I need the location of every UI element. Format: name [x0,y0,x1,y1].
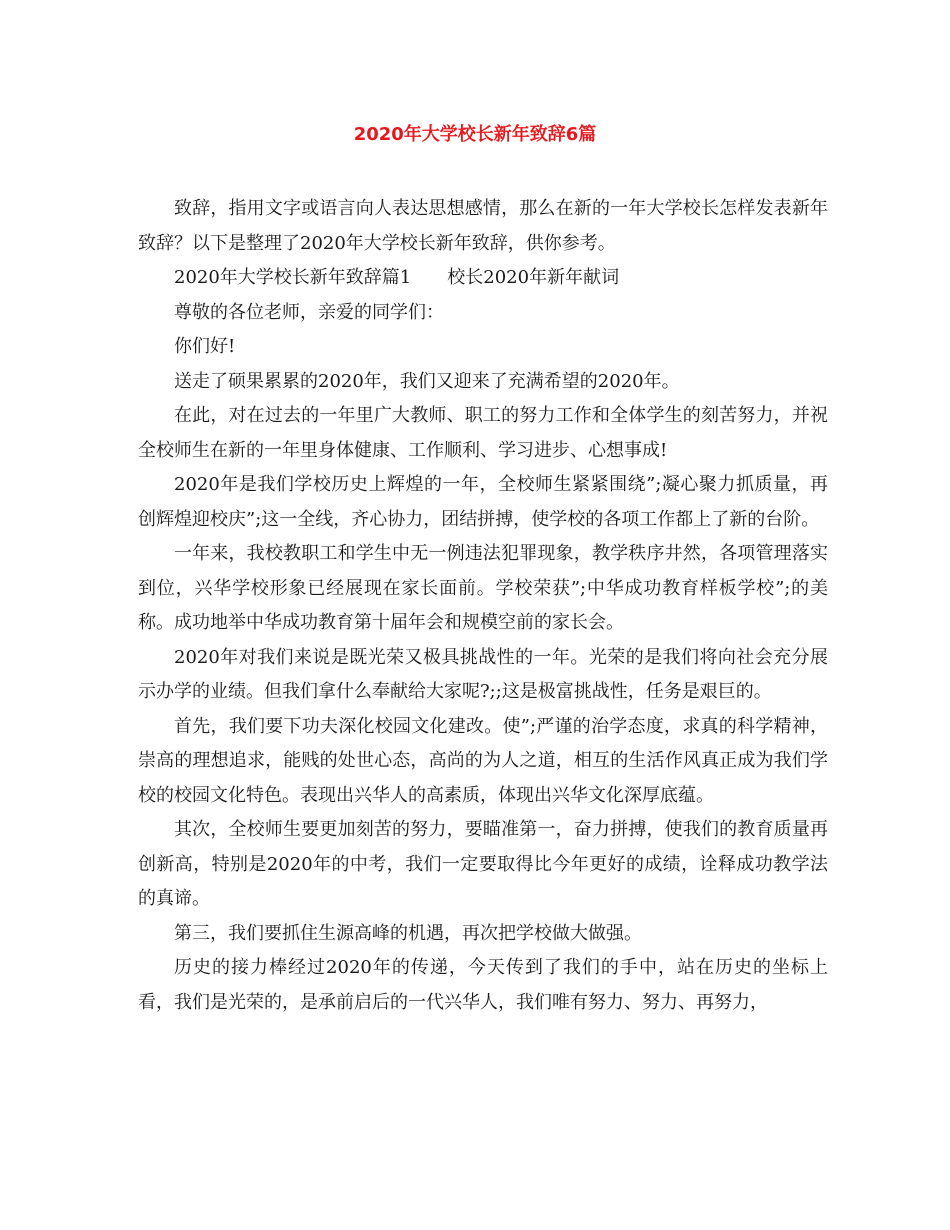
paragraph-greeting: 你们好! [174,336,236,357]
section-heading: 2020年大学校长新年致辞篇1 校长2020年新年献词 [174,267,620,288]
paragraph: 2020年对我们来说是既光荣又极具挑战性的一年。光荣的是我们将向社会充分展示办学的业绩。但我们拿什么奉献给大家呢?;;这是极富挑战性，任务是艰巨的。 [138,646,828,702]
paragraph: 一年来，我校教职工和学生中无一例违法犯罪现象，教学秩序井然，各项管理落实到位，兴华学校形象已经展现在家长面前。学校荣获”;中华成功教育样板学校”;的美称。成功地举中华成功教育第十届年会和规模空前的家长会。 [138,543,828,633]
paragraph: 其次，全校师生要更加刻苦的努力，要瞄准第一，奋力拼搏，使我们的教育质量再创新高，特别是2020年的中考，我们一定要取得比今年更好的成绩，诠释成功教学法的真谛。 [138,819,828,909]
paragraph: 历史的接力棒经过2020年的传递，今天传到了我们的手中，站在历史的坐标上看，我们是光荣的，是承前启后的一代兴华人，我们唯有努力、努力、再努力， [138,957,828,1013]
paragraph-salutation: 尊敬的各位老师，亲爱的同学们： [174,301,444,323]
document-body [138,192,828,1020]
paragraph: 2020年是我们学校历史上辉煌的一年，全校师生紧紧围绕”;凝心聚力抓质量，再创辉煌迎校庆”;这一全线，齐心协力，团结拼搏，使学校的各项工作都上了新的台阶。 [138,474,828,530]
paragraph-intro: 致辞，指用文字或语言向人表达思想感情，那么在新的一年大学校长怎样发表新年致辞？以下是整理了2020年大学校长新年致辞，供你参考。 [138,198,828,254]
paragraph: 首先，我们要下功夫深化校园文化建改。使”;严谨的治学态度，求真的科学精神，崇高的理想追求，能贱的处世心态，高尚的为人之道，相互的生活作风真正成为我们学校的校园文化特色。表现出兴华人的高素质，体现出兴华文化深厚底蕴。 [138,715,828,806]
document-title: 2020年大学校长新年致辞6篇 [353,124,597,145]
paragraph: 送走了硕果累累的2020年，我们又迎来了充满希望的2020年。 [174,370,680,392]
paragraph: 在此，对在过去的一年里广大教师、职工的努力工作和全体学生的刻苦努力，并祝全校师生在新的一年里身体健康、工作顺利、学习进步、心想事成! [138,405,828,461]
paragraph: 第三，我们要抓住生源高峰的机遇，再次把学校做大做强。 [174,922,642,944]
